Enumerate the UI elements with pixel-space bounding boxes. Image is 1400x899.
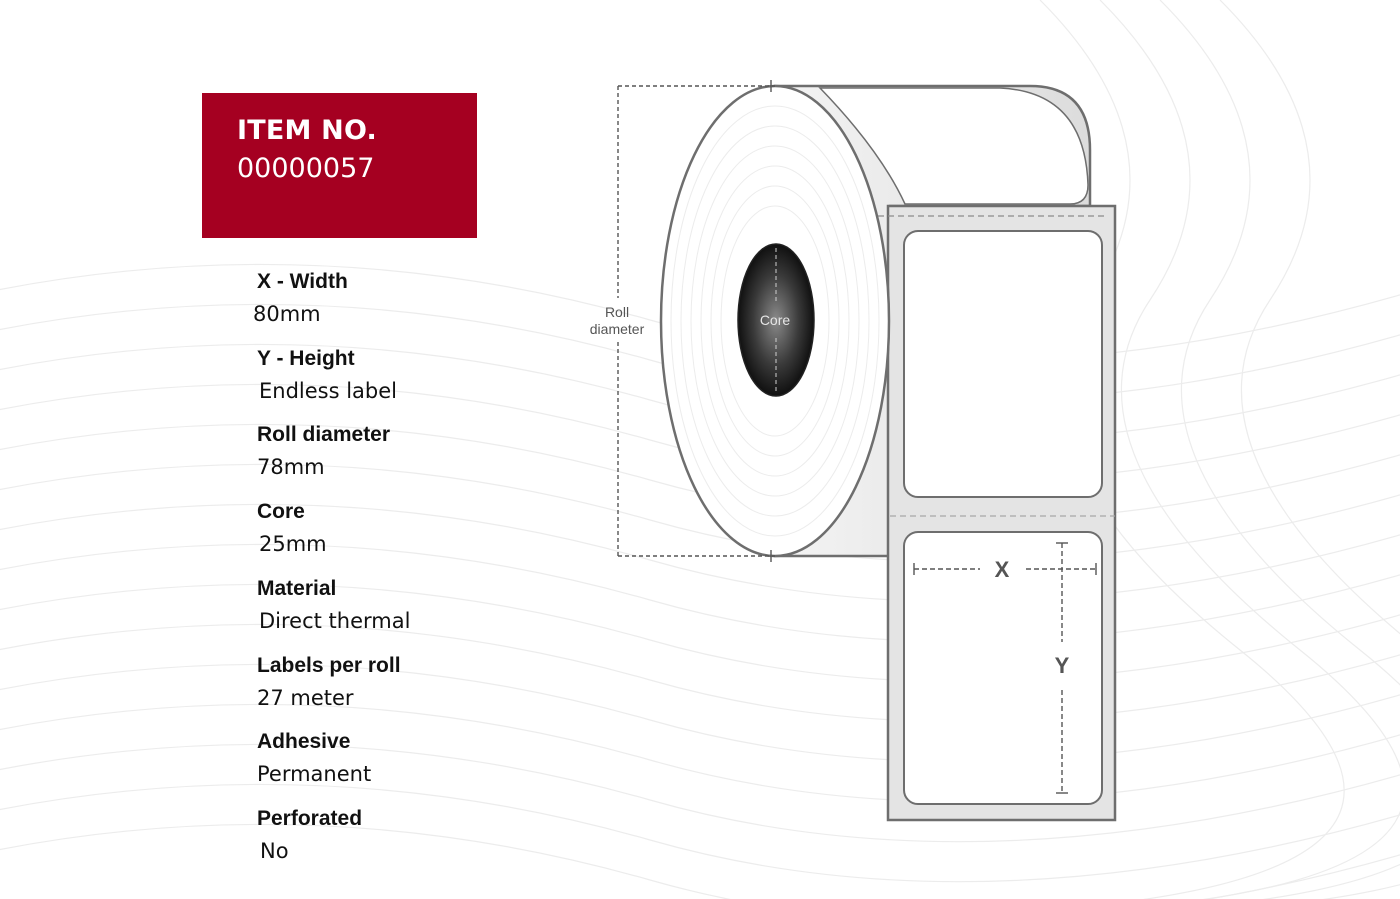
spec-label: Roll diameter — [257, 423, 391, 446]
spec-label: Labels per roll — [257, 654, 401, 677]
spec-value: Direct thermal — [259, 609, 411, 633]
y-dimension-label: Y — [1054, 653, 1070, 678]
spec-value: 25mm — [259, 532, 327, 556]
spec-label: Adhesive — [257, 730, 351, 753]
spec-value: Permanent — [257, 762, 372, 786]
spec-material — [257, 577, 410, 635]
spec-x-width — [253, 270, 348, 328]
spec-labels-per-roll — [257, 654, 401, 712]
spec-value: 78mm — [257, 455, 325, 479]
spec-label: Material — [257, 577, 337, 600]
label-1 — [904, 231, 1102, 497]
spec-label: X - Width — [257, 270, 348, 293]
spec-core — [257, 500, 327, 558]
spec-value: 80mm — [253, 302, 321, 326]
x-dimension-label: X — [994, 557, 1010, 582]
spec-adhesive — [257, 730, 371, 788]
spec-label: Core — [257, 500, 305, 523]
roll-diameter-text-2: diameter — [589, 321, 645, 337]
spec-value: Endless label — [259, 379, 398, 403]
spec-label: Perforated — [257, 807, 363, 830]
spec-value: No — [260, 839, 289, 863]
spec-y-height — [257, 347, 397, 405]
roll-diameter-text-1: Roll — [604, 304, 630, 320]
spec-roll-diameter — [257, 423, 390, 481]
core-text: Core — [759, 312, 791, 328]
spec-value: 27 meter — [257, 686, 354, 710]
label-roll-diagram — [560, 60, 1160, 860]
item-number-heading: ITEM NO. — [237, 115, 377, 146]
item-number-value: 00000057 — [237, 153, 375, 184]
spec-label: Y - Height — [257, 347, 355, 370]
spec-perforated — [257, 807, 362, 865]
item-number-box — [202, 93, 477, 238]
